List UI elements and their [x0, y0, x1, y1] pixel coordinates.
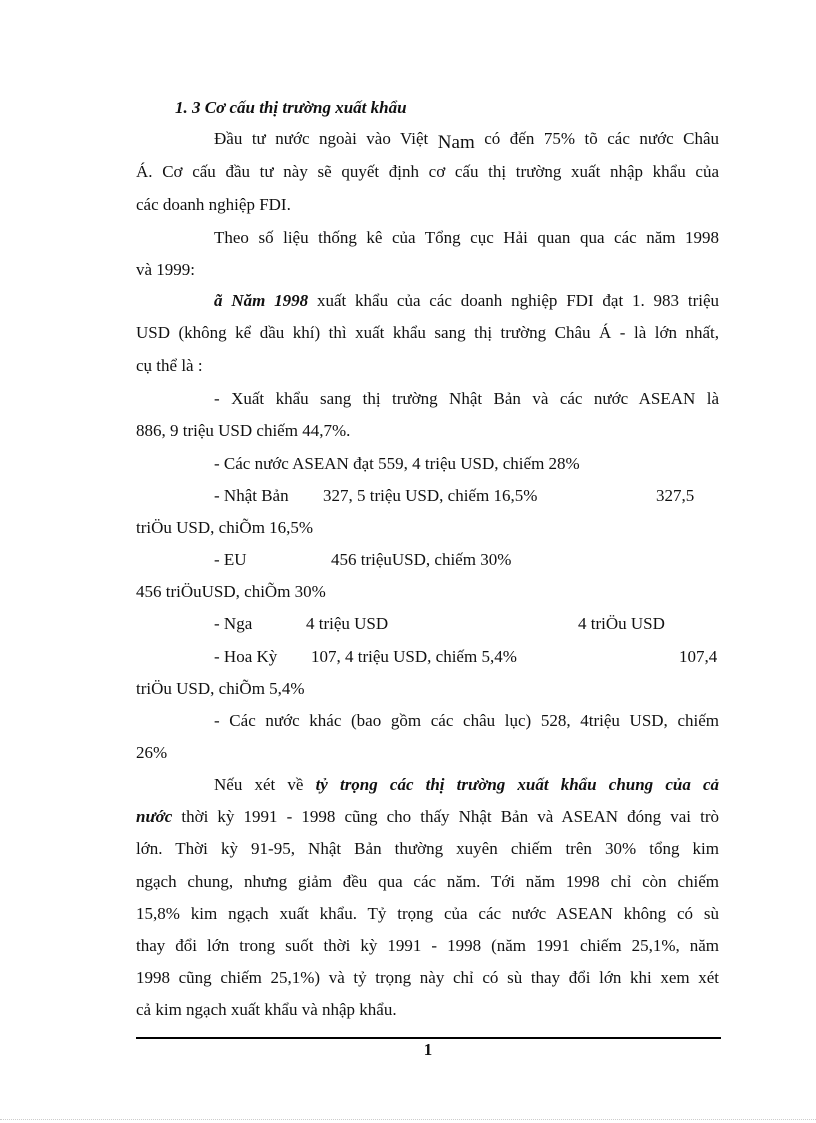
paragraph-line: [214, 128, 720, 153]
list-item: - Xuất khẩu sang thị trường Nhật Bản và các nước ASEAN là: [214, 389, 719, 408]
list-item-continuation: triÖu USD, chiÕm 5,4%: [136, 679, 305, 698]
paragraph-line: USD (không kể dầu khí) thì xuất khẩu sang thị trường Châu Á - là lớn nhất,: [136, 323, 719, 342]
emphasis-text: ã Năm 1998: [214, 291, 309, 310]
list-item-value: 4 triệu USD: [306, 614, 389, 633]
list-item: - Các nước ASEAN đạt 559, 4 triệu USD, chiếm 28%: [214, 454, 580, 473]
text-run: có đến 75% tõ các nước Châu: [474, 129, 720, 148]
text-run: Đầu tư nước ngoài vào Việt: [214, 129, 438, 148]
text-run: xuất khẩu của các doanh nghiệp FDI đạt 1. 983 triệu: [308, 291, 720, 310]
list-item-label: - Nhật Bản: [214, 486, 289, 505]
footer-rule: [136, 1037, 721, 1039]
list-item-value: 327, 5 triệu USD, chiếm 16,5%: [323, 486, 538, 505]
page-number: 1: [423, 1040, 433, 1059]
paragraph-line: thay đổi lớn trong suốt thời kỳ 1991 - 1998 (năm 1991 chiếm 25,1%, năm: [136, 936, 719, 955]
paragraph-line: [214, 290, 719, 312]
section-heading: 1. 3 Cơ cấu thị trường xuất khẩu: [175, 98, 407, 117]
paragraph-line: lớn. Thời kỳ 91-95, Nhật Bản thường xuyên chiếm trên 30% tổng kim: [136, 839, 719, 858]
list-item: - Các nước khác (bao gồm các châu lục) 528, 4triệu USD, chiếm: [214, 711, 719, 730]
list-item-continuation: triÖu USD, chiÕm 16,5%: [136, 518, 314, 537]
duplicate-value: 107,4: [679, 647, 718, 666]
paragraph-line: cả kim ngạch xuất khẩu và nhập khẩu.: [136, 1000, 397, 1019]
list-item-continuation: 886, 9 triệu USD chiếm 44,7%.: [136, 421, 351, 440]
paragraph-line: 15,8% kim ngạch xuất khẩu. Tỷ trọng của các nước ASEAN không có sù: [136, 904, 719, 923]
paragraph-line: [214, 774, 719, 796]
paragraph-line: và 1999:: [136, 260, 196, 279]
list-item-value: 107, 4 triệu USD, chiếm 5,4%: [311, 647, 517, 666]
emphasis-text: tỷ trọng các thị trường xuất khẩu chung của cả: [315, 775, 720, 794]
paragraph-line: Theo số liệu thống kê của Tổng cục Hải quan qua các năm 1998: [214, 228, 719, 247]
page-bottom-border: [0, 1119, 816, 1120]
emphasis-text: nước: [136, 807, 173, 826]
paragraph-line: Á. Cơ cấu đầu tư này sẽ quyết định cơ cấu thị trường xuất nhập khẩu của: [136, 162, 719, 181]
text-run: Nam: [437, 132, 475, 153]
text-run: thời kỳ 1991 - 1998 cũng cho thấy Nhật Bản và ASEAN đóng vai trò: [172, 807, 719, 826]
text-run: Nếu xét về: [214, 775, 316, 794]
list-item-label: - EU: [214, 550, 247, 569]
list-item-value: 456 triệuUSD, chiếm 30%: [331, 550, 512, 569]
list-item-label: - Hoa Kỳ: [214, 647, 278, 666]
paragraph-line: cụ thể là :: [136, 356, 203, 375]
duplicate-value: 327,5: [656, 486, 695, 505]
paragraph-line: [136, 806, 719, 828]
paragraph-line: 1998 cũng chiếm 25,1%) và tỷ trọng này chỉ có sù thay đổi lớn khi xem xét: [136, 968, 719, 987]
list-item-continuation: 456 triÖuUSD, chiÕm 30%: [136, 582, 326, 601]
list-item-label: - Nga: [214, 614, 253, 633]
paragraph-line: ngạch chung, nhưng giảm đều qua các năm. Tới năm 1998 chỉ còn chiếm: [136, 872, 719, 891]
list-item-continuation: 26%: [136, 743, 168, 762]
paragraph-line: các doanh nghiệp FDI.: [136, 195, 291, 214]
duplicate-value: 4 triÖu USD: [578, 614, 665, 633]
